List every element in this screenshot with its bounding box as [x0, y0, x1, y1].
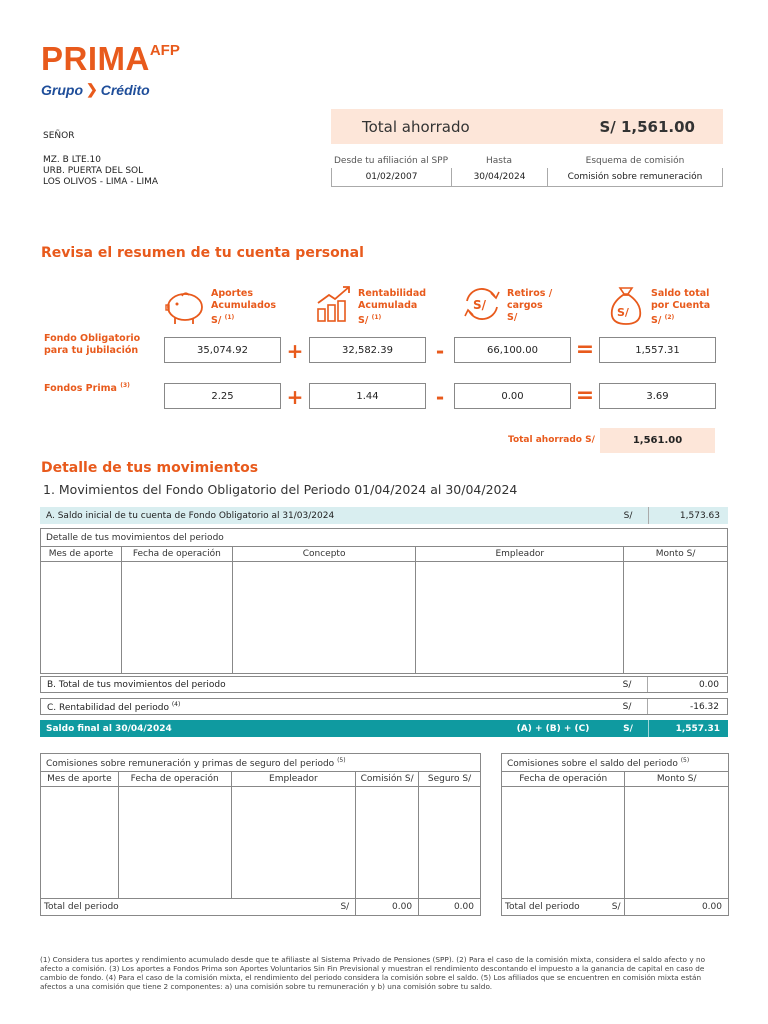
- growth-chart-icon: [315, 283, 355, 323]
- final-balance-value: 1,557.31: [648, 720, 728, 737]
- final-balance-formula: (A) + (B) + (C): [516, 723, 590, 734]
- col-operation-date: Fecha de operación: [502, 772, 625, 787]
- period-return-bar: [40, 698, 728, 715]
- address-line-2: URB. PUERTA DEL SOL: [43, 166, 144, 176]
- final-balance-currency: S/: [623, 723, 633, 734]
- period-header-to: Hasta: [485, 156, 512, 166]
- mandatory-balance-value: 1,557.31: [599, 337, 716, 363]
- movements-detail-caption: Detalle de tus movimientos del periodo: [41, 529, 728, 547]
- initial-balance-bar: [40, 507, 728, 524]
- col-employer: Empleador: [231, 772, 356, 787]
- col-employer: Empleador: [416, 547, 624, 562]
- summary-total-value: 1,561.00: [600, 428, 715, 453]
- prima-contributions-value: 2.25: [164, 383, 281, 409]
- col-operation-date: Fecha de operación: [118, 772, 231, 787]
- col-contribution-month: Mes de aporte: [41, 547, 122, 562]
- initial-balance-value: 1,573.63: [648, 507, 728, 524]
- commissions-balance-total-row: Total del periodo S/: [502, 899, 625, 916]
- chevron-right-icon: ❯: [86, 81, 98, 97]
- equals-sign: =: [575, 337, 595, 362]
- final-balance-label: Saldo final al 30/04/2024: [46, 723, 172, 734]
- commissions-remuneration-table: [40, 753, 481, 916]
- initial-balance-currency: S/: [623, 510, 633, 521]
- initial-balance-label: A. Saldo inicial de tu cuenta de Fondo Obligatorio al 31/03/2024: [46, 510, 335, 521]
- insurance-total-value: 0.00: [419, 899, 481, 916]
- row-label-mandatory-fund: Fondo Obligatorio para tu jubilación: [44, 333, 141, 356]
- col-head-withdrawals: Retiros / cargos S/: [507, 288, 553, 323]
- period-header-from: Desde tu afiliación al SPP: [333, 156, 449, 166]
- mandatory-contributions-value: 35,074.92: [164, 337, 281, 363]
- col-operation-date: Fecha de operación: [121, 547, 232, 562]
- money-bag-icon: [608, 284, 644, 326]
- commissions-remuneration-total-row: Total del periodo S/: [41, 899, 356, 916]
- period-values-row: [331, 168, 723, 187]
- exchange-icon: [461, 285, 503, 323]
- period-header-scheme: Esquema de comisión: [585, 156, 685, 166]
- mandatory-returns-value: 32,582.39: [309, 337, 426, 363]
- address-line-3: LOS OLIVOS - LIMA - LIMA: [43, 177, 159, 187]
- col-head-contributions: Aportes Acumulados S/ $^{(1)}$: [211, 288, 277, 327]
- col-head-balance: Saldo total por Cuenta S/ $^{(2)}$: [651, 288, 711, 327]
- col-contribution-month: Mes de aporte: [41, 772, 119, 787]
- period-return-currency: S/: [622, 701, 632, 712]
- client-title: SEÑOR: [43, 131, 75, 141]
- period-return-value: -16.32: [647, 699, 727, 714]
- prima-withdrawals-value: 0.00: [454, 383, 571, 409]
- summary-total-label: Total ahorrado S/: [508, 435, 595, 445]
- period-return-label: C. Rentabilidad del periodo $^{(4)}$: [47, 700, 181, 713]
- total-saved-value: S/ 1,561.00: [599, 117, 695, 136]
- total-movements-currency: S/: [622, 679, 632, 690]
- grupo-credito-logo: Grupo ❯ Crédito: [41, 81, 150, 98]
- total-movements-bar: [40, 676, 728, 693]
- period-scheme-value: Comisión sobre remuneración: [547, 168, 723, 186]
- total-movements-label: B. Total de tus movimientos del periodo: [47, 679, 226, 690]
- final-balance-bar: [40, 720, 728, 737]
- svg-text:S/: S/: [473, 298, 487, 312]
- plus-sign: +: [286, 385, 304, 409]
- commissions-balance-table: [501, 753, 729, 916]
- footnotes: (1) Considera tus aportes y rendimiento acumulado desde que te afiliaste al Sistema Privado de Pensiones (SPP). (2) Para el caso de la comisión mixta, considera el saldo afecto y no afecto a comisión. (3) Los aportes a Fondos Prima son Aportes Voluntarios Sin Fin Previsional y muestran el rendimiento descontando el impuesto a la ganancia de capital en caso de cambio de fondo. (4) Para el caso de la comisión mixta, el rendimiento del periodo considera la comisión sobre el saldo. (5) Los afiliados que se encuentren en comisión mixta están afectos a una comisión que tiene 2 componentes: a) una comisión sobre tu remuneración y b) una comisión sobre tu saldo.: [40, 955, 706, 991]
- row-label-prima-funds: Fondos Prima $^{(3)}$: [44, 382, 130, 395]
- col-insurance: Seguro S/: [419, 772, 481, 787]
- total-saved-label: Total ahorrado: [362, 117, 470, 136]
- col-commission: Comisión S/: [356, 772, 419, 787]
- address-line-1: MZ. B LTE.10: [43, 155, 101, 165]
- total-saved-box: [331, 109, 723, 144]
- prima-afp-logo: $PRIMA^{AFP}$: [41, 40, 180, 77]
- piggy-bank-icon: [163, 287, 207, 327]
- minus-sign: -: [435, 339, 445, 363]
- col-concept: Concepto: [232, 547, 416, 562]
- commission-total-value: 0.00: [356, 899, 419, 916]
- commissions-remuneration-caption: Comisiones sobre remuneración y primas de seguro del periodo $^{(5)}$: [41, 754, 481, 772]
- mandatory-withdrawals-value: 66,100.00: [454, 337, 571, 363]
- total-movements-value: 0.00: [647, 677, 727, 692]
- col-amount: Monto S/: [624, 547, 728, 562]
- commissions-balance-total-value: 0.00: [625, 899, 729, 916]
- equals-sign: =: [575, 383, 595, 408]
- period-from-value: 01/02/2007: [331, 168, 451, 186]
- account-summary-title: Revisa el resumen de tu cuenta personal: [41, 245, 364, 261]
- prima-returns-value: 1.44: [309, 383, 426, 409]
- col-amount: Monto S/: [625, 772, 729, 787]
- prima-balance-value: 3.69: [599, 383, 716, 409]
- col-head-returns: Rentabilidad Acumulada S/ $^{(1)}$: [358, 288, 427, 327]
- minus-sign: -: [435, 385, 445, 409]
- movements-subtitle: 1. Movimientos del Fondo Obligatorio del Periodo 01/04/2024 al 30/04/2024: [43, 482, 518, 497]
- plus-sign: +: [286, 339, 304, 363]
- commissions-balance-caption: Comisiones sobre el saldo del periodo $^{(5)}$: [502, 754, 729, 772]
- period-to-value: 30/04/2024: [451, 168, 547, 186]
- movements-detail-table: [40, 528, 728, 674]
- movements-title: Detalle de tus movimientos: [41, 460, 259, 476]
- svg-text:S/: S/: [617, 306, 629, 319]
